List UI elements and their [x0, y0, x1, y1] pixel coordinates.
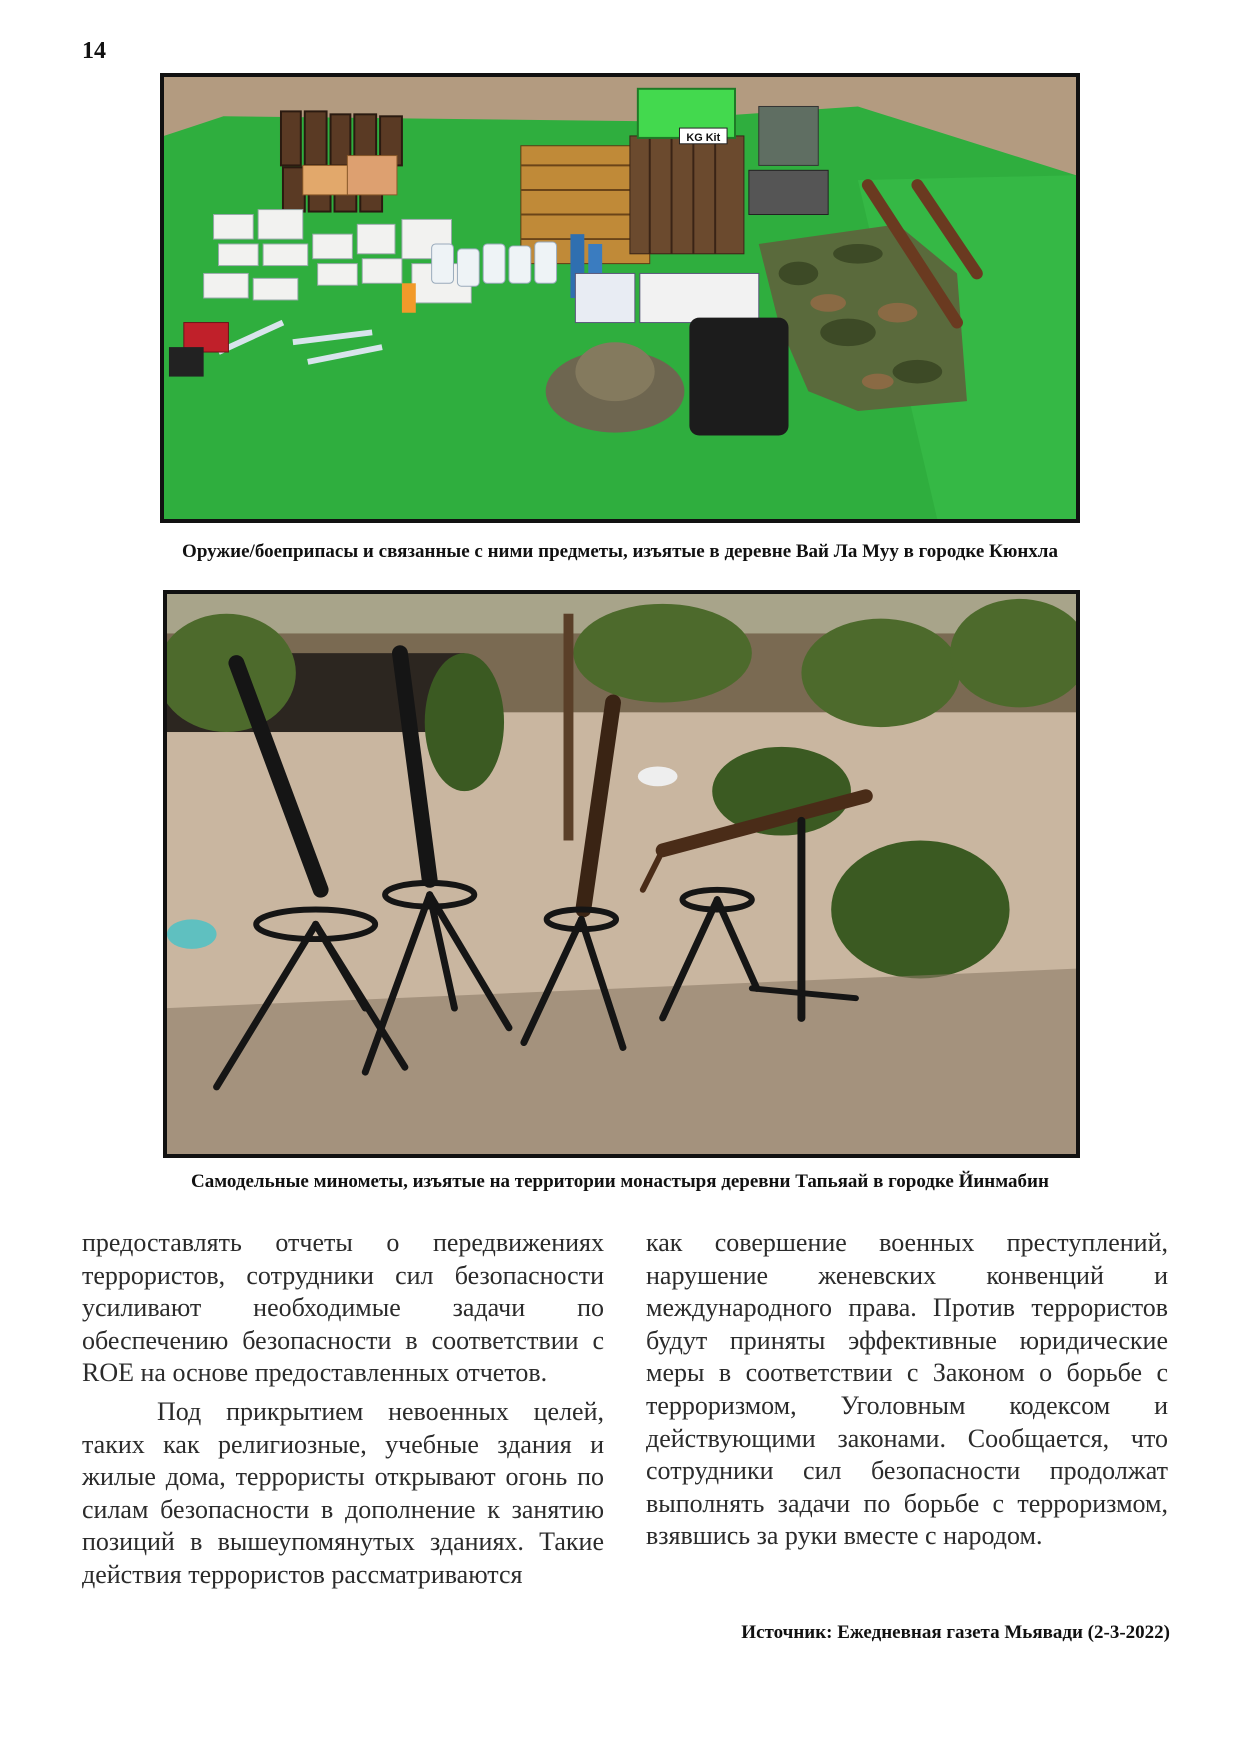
page-number: 14 [82, 38, 106, 64]
article-column-left [82, 1227, 604, 1592]
figure-caption: Самодельные минометы, изъятые на территории монастыря деревни Тапьяай в городке Йинмабин [191, 1171, 1049, 1192]
seized-items-photo [160, 73, 1080, 523]
article-column-right [646, 1227, 1168, 1553]
kg-kit-label: KG Kit [686, 131, 721, 144]
mortars-illustration [167, 594, 1076, 1154]
paragraph: как совершение военных преступлений, нарушение женевских конвенций и международного права. Против террористов будут приняты эффективные юридические меры в соответствии с Законом о борьбе с терроризмом, Уголовным кодексом и действующими законами. Сообщается, что сотрудники сил безопасности продолжат выполнять задачи по борьбе с терроризмом, взявшись за руки вместе с народом. [646, 1228, 1168, 1551]
source-credit: Источник: Ежедневная газета Мьявади (2-3-2022) [741, 1622, 1170, 1643]
paragraph: Под прикрытием невоенных целей, таких как религиозные, учебные здания и жилые дома, террористы открывают огонь по силам безопасности в дополнение к занятию позиций в вышеупомянутых зданиях. Такие действия террористов рассматриваются [82, 1396, 604, 1589]
figure-caption: Оружие/боеприпасы и связанные с ними предметы, изъятые в деревне Вай Ла Муу в городке Кюнхла [182, 541, 1058, 562]
seized-items-illustration [164, 77, 1076, 519]
paragraph: предоставлять отчеты о передвижениях террористов, сотрудники сил безопасности усиливают необходимые задачи по обеспечению безопасности в соответствии с ROE на основе предоставленных отчетов. [82, 1228, 604, 1388]
mortars-photo [163, 590, 1080, 1158]
